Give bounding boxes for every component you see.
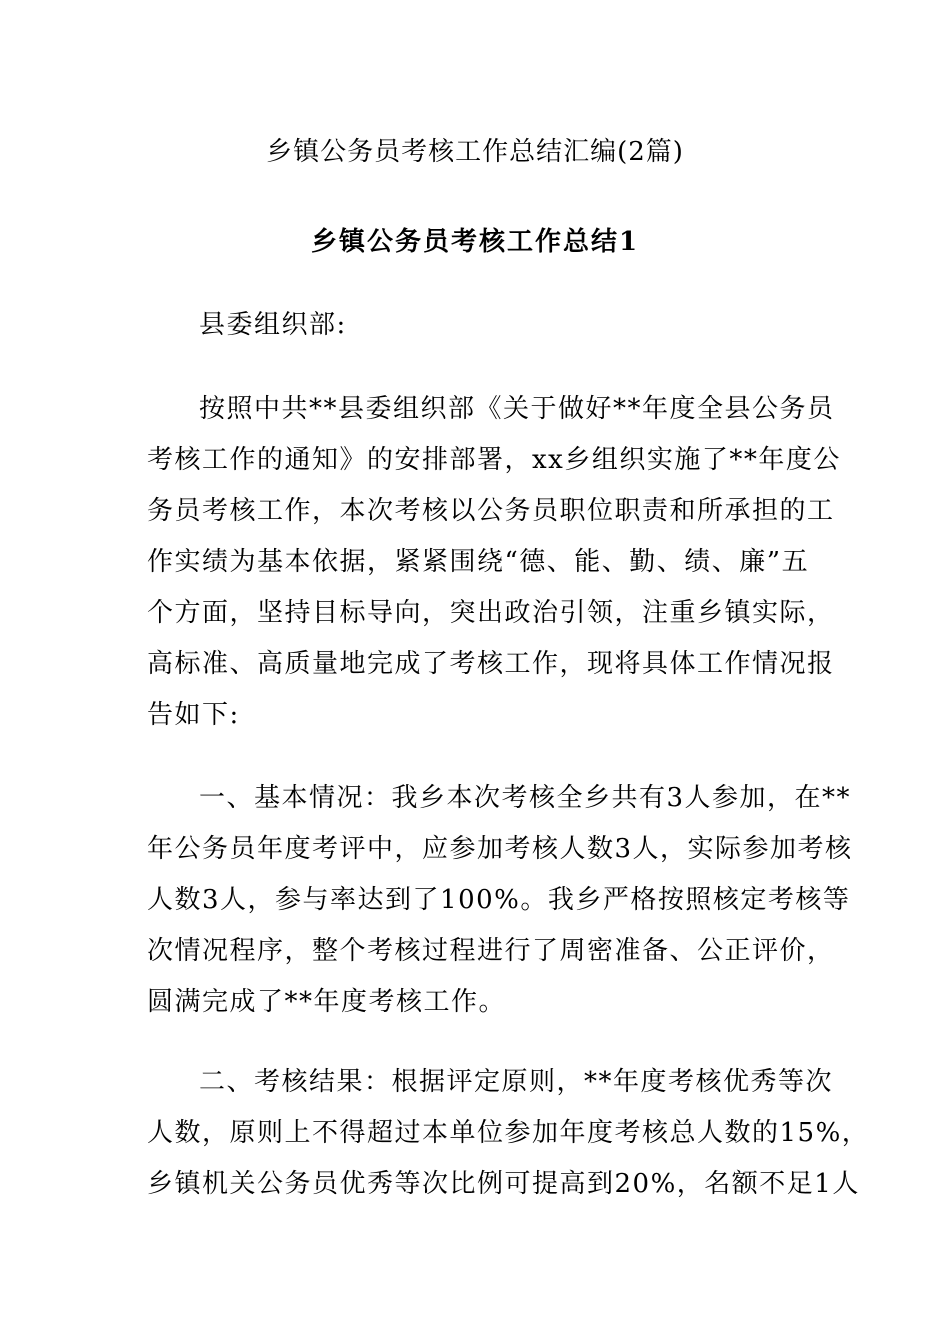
paragraph-line: 人数，原则上不得超过本单位参加年度考核总人数的15%，	[147, 1118, 870, 1148]
paragraph-line: 乡镇机关公务员优秀等次比例可提高到20%，名额不足1人	[147, 1169, 860, 1199]
paragraph-line: 年公务员年度考评中，应参加考核人数3人，实际参加考核	[147, 834, 853, 864]
paragraph-intro	[147, 384, 841, 741]
paragraph-line: 告如下:	[147, 700, 240, 730]
paragraph-line: 个方面，坚持目标导向，突出政治引领，注重乡镇实际，	[147, 598, 835, 628]
salutation: 县委组织部:	[199, 310, 347, 340]
paragraph-line: 高标准、高质量地完成了考核工作，现将具体工作情况报	[147, 649, 835, 679]
paragraph-line: 一、基本情况：我乡本次考核全乡共有3人参加，在**	[199, 783, 852, 813]
document-title: 乡镇公务员考核工作总结汇编(2篇)	[266, 137, 684, 167]
document-subtitle: 乡镇公务员考核工作总结1	[310, 227, 640, 257]
paragraph-basic-situation	[147, 773, 853, 1028]
paragraph-line: 人数3人，参与率达到了100%。我乡严格按照核定考核等	[147, 885, 851, 915]
paragraph-line: 作实绩为基本依据，紧紧围绕“德、能、勤、绩、廉”五	[147, 547, 810, 577]
paragraph-line: 圆满完成了**年度考核工作。	[147, 987, 507, 1017]
paragraph-line: 二、考核结果：根据评定原则，**年度考核优秀等次	[199, 1067, 834, 1097]
paragraph-results	[147, 1057, 870, 1210]
paragraph-line: 次情况程序，整个考核过程进行了周密准备、公正评价，	[147, 936, 835, 966]
paragraph-line: 考核工作的通知》的安排部署，xx乡组织实施了**年度公	[147, 445, 841, 475]
paragraph-line: 务员考核工作，本次考核以公务员职位职责和所承担的工	[147, 496, 835, 526]
paragraph-line: 按照中共**县委组织部《关于做好**年度全县公务员	[199, 394, 835, 424]
